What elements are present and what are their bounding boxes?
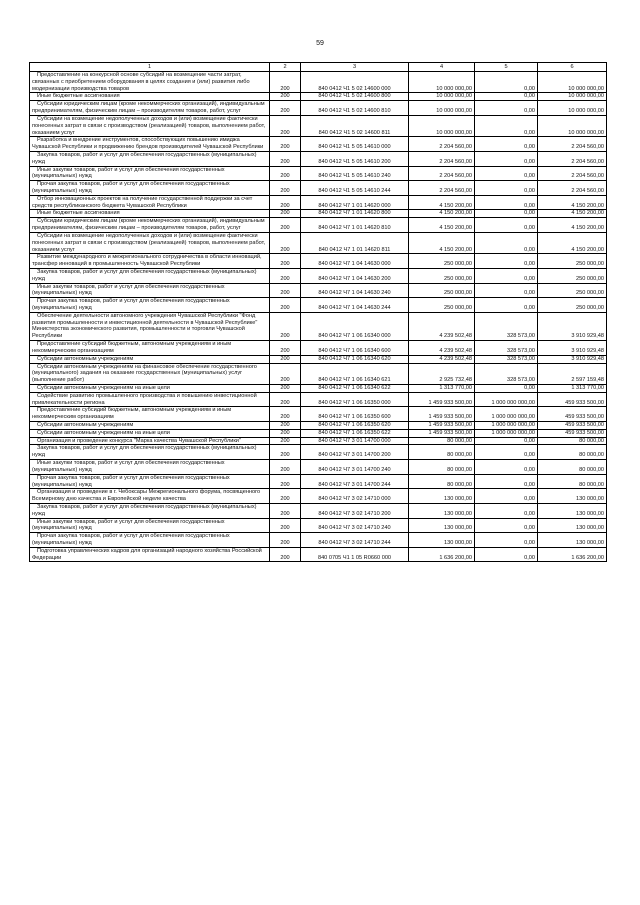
classification-code-cell: 840 0412 Ч7 3 01 14700 244 <box>301 474 409 489</box>
change-amount-cell: 0,00 <box>475 115 538 136</box>
approved-amount-cell: 4 150 200,00 <box>409 232 475 253</box>
admin-code-cell: 200 <box>270 254 301 269</box>
table-row <box>30 232 607 253</box>
admin-code-cell: 200 <box>270 392 301 407</box>
total-amount-cell: 250 000,00 <box>538 268 607 283</box>
approved-amount-cell: 250 000,00 <box>409 254 475 269</box>
total-amount-cell: 2 204 560,00 <box>538 151 607 166</box>
change-amount-cell: 0,00 <box>475 460 538 475</box>
total-amount-cell: 10 000 000,00 <box>538 72 607 93</box>
change-amount-cell: 0,00 <box>475 210 538 218</box>
change-amount-cell: 328 573,00 <box>475 355 538 363</box>
change-amount-cell: 1 000 000 000,00 <box>475 422 538 430</box>
admin-code-cell: 200 <box>270 72 301 93</box>
table-row <box>30 355 607 363</box>
approved-amount-cell: 130 000,00 <box>409 503 475 518</box>
change-amount-cell: 0,00 <box>475 503 538 518</box>
item-name-cell: Иные закупки товаров, работ и услуг для обеспечения государственных (муниципальных) нужд <box>30 283 270 298</box>
change-amount-cell: 0,00 <box>475 489 538 504</box>
admin-code-cell: 200 <box>270 312 301 340</box>
table-row <box>30 474 607 489</box>
item-name-cell: Организация и проведение конкурса "Марка качества Чувашской Республики" <box>30 437 270 445</box>
item-name-cell: Субсидии автономным учреждениям на иные цели <box>30 384 270 392</box>
total-amount-cell: 2 597 159,48 <box>538 363 607 384</box>
item-name-cell: Субсидии юридическим лицам (кроме некоммерческих организаций), индивидуальным предпринимателям, физическим лицам – производителям товаров, работ, услуг <box>30 218 270 233</box>
admin-code-cell: 200 <box>270 355 301 363</box>
total-amount-cell: 1 313 770,00 <box>538 384 607 392</box>
table-row <box>30 254 607 269</box>
table-row <box>30 341 607 356</box>
change-amount-cell: 0,00 <box>475 232 538 253</box>
table-row <box>30 445 607 460</box>
total-amount-cell: 250 000,00 <box>538 254 607 269</box>
table-row <box>30 312 607 340</box>
classification-code-cell: 840 0412 Ч1 5 05 14610 000 <box>301 137 409 152</box>
total-amount-cell: 4 150 200,00 <box>538 195 607 210</box>
classification-code-cell: 840 0412 Ч1 5 02 14600 810 <box>301 101 409 116</box>
change-amount-cell: 0,00 <box>475 195 538 210</box>
admin-code-cell: 200 <box>270 474 301 489</box>
admin-code-cell: 200 <box>270 268 301 283</box>
column-header: 1 <box>30 63 270 72</box>
approved-amount-cell: 4 239 502,48 <box>409 341 475 356</box>
total-amount-cell: 130 000,00 <box>538 503 607 518</box>
table-row <box>30 195 607 210</box>
table-row <box>30 518 607 533</box>
approved-amount-cell: 10 000 000,00 <box>409 115 475 136</box>
approved-amount-cell: 2 204 560,00 <box>409 151 475 166</box>
admin-code-cell: 200 <box>270 181 301 196</box>
change-amount-cell: 0,00 <box>475 181 538 196</box>
admin-code-cell: 200 <box>270 437 301 445</box>
item-name-cell: Содействие развитию промышленного производства и повышению инвестиционной привлекательности региона <box>30 392 270 407</box>
classification-code-cell: 840 0412 Ч1 5 05 14610 240 <box>301 166 409 181</box>
item-name-cell: Организация и проведение в г. Чебоксары Межрегионального форума, посвященного Всемирному дню качества и Европейской неделе качества <box>30 489 270 504</box>
change-amount-cell: 328 573,00 <box>475 341 538 356</box>
total-amount-cell: 80 000,00 <box>538 437 607 445</box>
approved-amount-cell: 4 239 502,48 <box>409 355 475 363</box>
total-amount-cell: 80 000,00 <box>538 474 607 489</box>
approved-amount-cell: 250 000,00 <box>409 298 475 313</box>
admin-code-cell: 200 <box>270 429 301 437</box>
table-row <box>30 101 607 116</box>
admin-code-cell: 200 <box>270 422 301 430</box>
table-row <box>30 533 607 548</box>
total-amount-cell: 459 933 500,00 <box>538 429 607 437</box>
approved-amount-cell: 4 150 200,00 <box>409 210 475 218</box>
classification-code-cell: 840 0412 Ч1 5 02 14600 800 <box>301 93 409 101</box>
admin-code-cell: 200 <box>270 460 301 475</box>
table-row <box>30 283 607 298</box>
item-name-cell: Субсидии на возмещение недополученных доходов и (или) возмещение фактически понесенных затрат в связи с производством (реализацией) товаров, выполнением работ, оказанием услуг <box>30 232 270 253</box>
approved-amount-cell: 2 204 560,00 <box>409 181 475 196</box>
approved-amount-cell: 80 000,00 <box>409 437 475 445</box>
change-amount-cell: 0,00 <box>475 283 538 298</box>
classification-code-cell: 840 0412 Ч1 5 05 14610 200 <box>301 151 409 166</box>
admin-code-cell: 200 <box>270 298 301 313</box>
classification-code-cell: 840 0412 Ч7 3 02 14710 240 <box>301 518 409 533</box>
classification-code-cell: 840 0412 Ч7 1 06 16340 622 <box>301 384 409 392</box>
table-row <box>30 72 607 93</box>
item-name-cell: Прочая закупка товаров, работ и услуг для обеспечения государственных (муниципальных) нужд <box>30 474 270 489</box>
item-name-cell: Прочая закупка товаров, работ и услуг для обеспечения государственных (муниципальных) нужд <box>30 181 270 196</box>
item-name-cell: Субсидии автономным учреждениям <box>30 355 270 363</box>
item-name-cell: Закупка товаров, работ и услуг для обеспечения государственных (муниципальных) нужд <box>30 503 270 518</box>
change-amount-cell: 0,00 <box>475 518 538 533</box>
total-amount-cell: 2 204 560,00 <box>538 166 607 181</box>
total-amount-cell: 3 910 929,48 <box>538 341 607 356</box>
classification-code-cell: 840 0412 Ч7 1 04 14630 244 <box>301 298 409 313</box>
change-amount-cell: 0,00 <box>475 254 538 269</box>
admin-code-cell: 200 <box>270 341 301 356</box>
item-name-cell: Подготовка управленческих кадров для организаций народного хозяйства Российской Федерации <box>30 547 270 562</box>
classification-code-cell: 840 0412 Ч1 5 02 14600 811 <box>301 115 409 136</box>
total-amount-cell: 2 204 560,00 <box>538 181 607 196</box>
item-name-cell: Субсидии автономным учреждениям на финансовое обеспечение государственного (муниципального) задания на оказание государственных (муниципальных) услуг (выполнение работ) <box>30 363 270 384</box>
item-name-cell: Субсидии автономным учреждениям на иные цели <box>30 429 270 437</box>
total-amount-cell: 1 636 200,00 <box>538 547 607 562</box>
classification-code-cell: 840 0412 Ч7 3 02 14710 244 <box>301 533 409 548</box>
table-row <box>30 407 607 422</box>
table-body <box>30 72 607 562</box>
approved-amount-cell: 1 459 933 500,00 <box>409 429 475 437</box>
classification-code-cell: 840 0412 Ч7 3 02 14710 000 <box>301 489 409 504</box>
approved-amount-cell: 4 150 200,00 <box>409 195 475 210</box>
column-header: 2 <box>270 63 301 72</box>
approved-amount-cell: 1 459 933 500,00 <box>409 392 475 407</box>
item-name-cell: Иные закупки товаров, работ и услуг для обеспечения государственных (муниципальных) нужд <box>30 460 270 475</box>
item-name-cell: Предоставление субсидий бюджетным, автономным учреждениям и иным некоммерческим организациям <box>30 407 270 422</box>
item-name-cell: Закупка товаров, работ и услуг для обеспечения государственных (муниципальных) нужд <box>30 268 270 283</box>
table-row <box>30 422 607 430</box>
change-amount-cell: 0,00 <box>475 298 538 313</box>
approved-amount-cell: 2 204 560,00 <box>409 137 475 152</box>
change-amount-cell: 0,00 <box>475 166 538 181</box>
table-row <box>30 137 607 152</box>
classification-code-cell: 840 0412 Ч7 1 01 14620 000 <box>301 195 409 210</box>
total-amount-cell: 459 933 500,00 <box>538 392 607 407</box>
classification-code-cell: 840 0412 Ч1 5 02 14600 000 <box>301 72 409 93</box>
approved-amount-cell: 10 000 000,00 <box>409 93 475 101</box>
approved-amount-cell: 1 636 200,00 <box>409 547 475 562</box>
approved-amount-cell: 130 000,00 <box>409 518 475 533</box>
change-amount-cell: 0,00 <box>475 268 538 283</box>
change-amount-cell: 1 000 000 000,00 <box>475 429 538 437</box>
item-name-cell: Предоставление на конкурсной основе субсидий на возмещение части затрат, связанных с приобретением оборудования в целях создания и (или) развития либо модернизации производства товаров <box>30 72 270 93</box>
table-row <box>30 363 607 384</box>
table-row <box>30 151 607 166</box>
total-amount-cell: 2 204 560,00 <box>538 137 607 152</box>
classification-code-cell: 840 0412 Ч7 1 01 14620 810 <box>301 218 409 233</box>
item-name-cell: Предоставление субсидий бюджетным, автономным учреждениям и иным некоммерческим организациям <box>30 341 270 356</box>
page-number: 59 <box>316 40 324 47</box>
item-name-cell: Разработка и внедрение инструментов, способствующих повышению имиджа Чувашской Республики и продвижению брендов производителей Чувашской Республики <box>30 137 270 152</box>
table-row <box>30 218 607 233</box>
approved-amount-cell: 130 000,00 <box>409 533 475 548</box>
item-name-cell: Субсидии автономным учреждениям <box>30 422 270 430</box>
admin-code-cell: 200 <box>270 445 301 460</box>
total-amount-cell: 80 000,00 <box>538 445 607 460</box>
total-amount-cell: 3 910 929,48 <box>538 312 607 340</box>
table-row <box>30 489 607 504</box>
admin-code-cell: 200 <box>270 363 301 384</box>
table-row <box>30 166 607 181</box>
table-row <box>30 437 607 445</box>
total-amount-cell: 80 000,00 <box>538 460 607 475</box>
admin-code-cell: 200 <box>270 151 301 166</box>
admin-code-cell: 200 <box>270 518 301 533</box>
change-amount-cell: 0,00 <box>475 474 538 489</box>
item-name-cell: Субсидии юридическим лицам (кроме некоммерческих организаций), индивидуальным предпринимателям, физическим лицам – производителям товаров, работ, услуг <box>30 101 270 116</box>
approved-amount-cell: 250 000,00 <box>409 268 475 283</box>
classification-code-cell: 840 0412 Ч7 1 06 16340 621 <box>301 363 409 384</box>
table-row <box>30 392 607 407</box>
approved-amount-cell: 1 459 933 500,00 <box>409 422 475 430</box>
item-name-cell: Субсидии на возмещение недополученных доходов и (или) возмещение фактически понесенных затрат в связи с производством (реализацией) товаров, выполнением работ, оказанием услуг <box>30 115 270 136</box>
total-amount-cell: 250 000,00 <box>538 298 607 313</box>
classification-code-cell: 840 0412 Ч7 1 06 16340 620 <box>301 355 409 363</box>
classification-code-cell: 840 0412 Ч7 1 06 16340 000 <box>301 312 409 340</box>
approved-amount-cell: 130 000,00 <box>409 489 475 504</box>
change-amount-cell: 0,00 <box>475 137 538 152</box>
admin-code-cell: 200 <box>270 407 301 422</box>
approved-amount-cell: 80 000,00 <box>409 460 475 475</box>
approved-amount-cell: 2 925 732,48 <box>409 363 475 384</box>
classification-code-cell: 840 0412 Ч7 1 01 14620 800 <box>301 210 409 218</box>
item-name-cell: Прочая закупка товаров, работ и услуг для обеспечения государственных (муниципальных) нужд <box>30 298 270 313</box>
total-amount-cell: 3 910 929,48 <box>538 355 607 363</box>
item-name-cell: Иные закупки товаров, работ и услуг для обеспечения государственных (муниципальных) нужд <box>30 166 270 181</box>
classification-code-cell: 840 0412 Ч7 3 02 14710 200 <box>301 503 409 518</box>
total-amount-cell: 10 000 000,00 <box>538 93 607 101</box>
change-amount-cell: 328 573,00 <box>475 312 538 340</box>
change-amount-cell: 1 000 000 000,00 <box>475 392 538 407</box>
classification-code-cell: 840 0412 Ч7 1 06 16350 600 <box>301 407 409 422</box>
total-amount-cell: 4 150 200,00 <box>538 218 607 233</box>
classification-code-cell: 840 0412 Ч7 1 04 14630 240 <box>301 283 409 298</box>
approved-amount-cell: 1 459 933 500,00 <box>409 407 475 422</box>
table-row <box>30 429 607 437</box>
admin-code-cell: 200 <box>270 384 301 392</box>
change-amount-cell: 0,00 <box>475 384 538 392</box>
change-amount-cell: 0,00 <box>475 151 538 166</box>
table-row <box>30 181 607 196</box>
total-amount-cell: 250 000,00 <box>538 283 607 298</box>
column-header: 6 <box>538 63 607 72</box>
table-row <box>30 210 607 218</box>
item-name-cell: Иные бюджетные ассигнования <box>30 210 270 218</box>
item-name-cell: Прочая закупка товаров, работ и услуг для обеспечения государственных (муниципальных) нужд <box>30 533 270 548</box>
admin-code-cell: 200 <box>270 232 301 253</box>
classification-code-cell: 840 0412 Ч7 1 06 16350 620 <box>301 422 409 430</box>
approved-amount-cell: 80 000,00 <box>409 474 475 489</box>
item-name-cell: Закупка товаров, работ и услуг для обеспечения государственных (муниципальных) нужд <box>30 151 270 166</box>
classification-code-cell: 840 0412 Ч7 1 06 16350 622 <box>301 429 409 437</box>
change-amount-cell: 328 573,00 <box>475 363 538 384</box>
classification-code-cell: 840 0412 Ч7 1 06 16350 000 <box>301 392 409 407</box>
total-amount-cell: 4 150 200,00 <box>538 232 607 253</box>
classification-code-cell: 840 0412 Ч7 1 04 14630 000 <box>301 254 409 269</box>
approved-amount-cell: 250 000,00 <box>409 283 475 298</box>
change-amount-cell: 0,00 <box>475 93 538 101</box>
change-amount-cell: 0,00 <box>475 547 538 562</box>
budget-table <box>29 62 607 562</box>
admin-code-cell: 200 <box>270 218 301 233</box>
total-amount-cell: 130 000,00 <box>538 533 607 548</box>
admin-code-cell: 200 <box>270 283 301 298</box>
total-amount-cell: 10 000 000,00 <box>538 101 607 116</box>
table-row <box>30 115 607 136</box>
table-row <box>30 503 607 518</box>
admin-code-cell: 200 <box>270 210 301 218</box>
admin-code-cell: 200 <box>270 101 301 116</box>
classification-code-cell: 840 0412 Ч7 3 01 14700 000 <box>301 437 409 445</box>
admin-code-cell: 200 <box>270 137 301 152</box>
table-row <box>30 298 607 313</box>
classification-code-cell: 840 0412 Ч7 1 04 14630 200 <box>301 268 409 283</box>
table-row <box>30 384 607 392</box>
admin-code-cell: 200 <box>270 115 301 136</box>
change-amount-cell: 0,00 <box>475 72 538 93</box>
total-amount-cell: 130 000,00 <box>538 489 607 504</box>
classification-code-cell: 840 0412 Ч7 3 01 14700 240 <box>301 460 409 475</box>
column-header: 3 <box>301 63 409 72</box>
admin-code-cell: 200 <box>270 547 301 562</box>
classification-code-cell: 840 0412 Ч1 5 05 14610 244 <box>301 181 409 196</box>
approved-amount-cell: 2 204 560,00 <box>409 166 475 181</box>
item-name-cell: Развитие международного и межрегионального сотрудничества в области инноваций, трансфер инноваций в промышленность Чувашской Республики <box>30 254 270 269</box>
admin-code-cell: 200 <box>270 533 301 548</box>
total-amount-cell: 10 000 000,00 <box>538 115 607 136</box>
approved-amount-cell: 4 239 502,48 <box>409 312 475 340</box>
change-amount-cell: 0,00 <box>475 445 538 460</box>
total-amount-cell: 459 933 500,00 <box>538 422 607 430</box>
table-row <box>30 547 607 562</box>
total-amount-cell: 459 933 500,00 <box>538 407 607 422</box>
item-name-cell: Иные бюджетные ассигнования <box>30 93 270 101</box>
classification-code-cell: 840 0412 Ч7 1 06 16340 600 <box>301 341 409 356</box>
column-header: 4 <box>409 63 475 72</box>
change-amount-cell: 0,00 <box>475 533 538 548</box>
change-amount-cell: 0,00 <box>475 437 538 445</box>
item-name-cell: Иные закупки товаров, работ и услуг для обеспечения государственных (муниципальных) нужд <box>30 518 270 533</box>
item-name-cell: Отбор инновационных проектов на получение государственной поддержки за счет средств республиканского бюджета Чувашской Республики <box>30 195 270 210</box>
classification-code-cell: 840 0412 Ч7 1 01 14620 811 <box>301 232 409 253</box>
approved-amount-cell: 80 000,00 <box>409 445 475 460</box>
admin-code-cell: 200 <box>270 195 301 210</box>
table-row <box>30 460 607 475</box>
total-amount-cell: 4 150 200,00 <box>538 210 607 218</box>
item-name-cell: Обеспечение деятельности автономного учреждения Чувашской Республики "Фонд развития промышленности и инвестиционной деятельности в Чувашской Республике" Министерства экономического развития, промышленности и торговли Чувашской Республики <box>30 312 270 340</box>
table-row <box>30 268 607 283</box>
change-amount-cell: 1 000 000 000,00 <box>475 407 538 422</box>
header-row <box>30 63 607 72</box>
table-row <box>30 93 607 101</box>
admin-code-cell: 200 <box>270 503 301 518</box>
approved-amount-cell: 10 000 000,00 <box>409 101 475 116</box>
classification-code-cell: 840 0705 Ч1 1 05 R0660 000 <box>301 547 409 562</box>
column-header: 5 <box>475 63 538 72</box>
admin-code-cell: 200 <box>270 166 301 181</box>
item-name-cell: Закупка товаров, работ и услуг для обеспечения государственных (муниципальных) нужд <box>30 445 270 460</box>
approved-amount-cell: 1 313 770,00 <box>409 384 475 392</box>
classification-code-cell: 840 0412 Ч7 3 01 14700 200 <box>301 445 409 460</box>
admin-code-cell: 200 <box>270 93 301 101</box>
approved-amount-cell: 10 000 000,00 <box>409 72 475 93</box>
approved-amount-cell: 4 150 200,00 <box>409 218 475 233</box>
admin-code-cell: 200 <box>270 489 301 504</box>
change-amount-cell: 0,00 <box>475 101 538 116</box>
total-amount-cell: 130 000,00 <box>538 518 607 533</box>
change-amount-cell: 0,00 <box>475 218 538 233</box>
